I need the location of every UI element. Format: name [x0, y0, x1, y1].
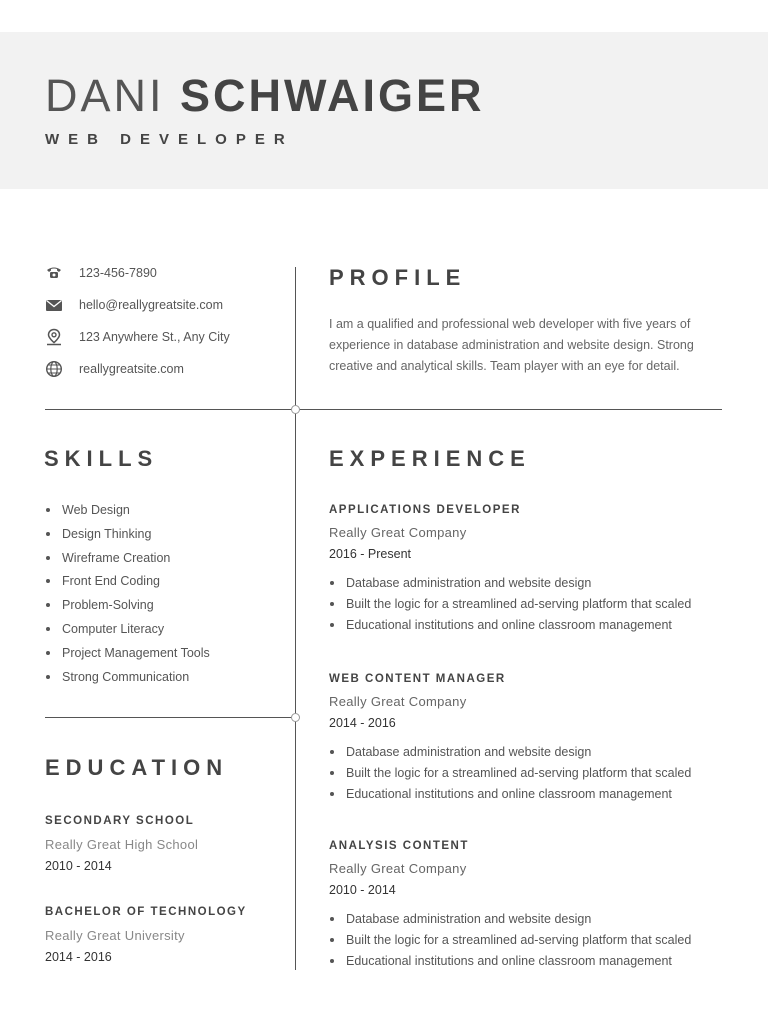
profile-text: I am a qualified and professional web developer with five years of experience in database administration and website design. Strong creative and analytical skills. Team player with an eye for detail.	[329, 317, 694, 373]
globe-icon	[45, 360, 63, 378]
skills-list	[45, 500, 210, 690]
job-role: ANALYSIS CONTENT	[329, 840, 469, 852]
contact-website	[45, 359, 184, 379]
job-entry	[329, 501, 729, 632]
job-bullet: Database administration and website design	[329, 573, 729, 594]
job-bullet: Database administration and website design	[329, 742, 729, 763]
job-bullet: Built the logic for a streamlined ad-serving platform that scaled	[329, 763, 729, 784]
divider-left-bottom	[45, 717, 295, 718]
skill-item: Design Thinking	[45, 524, 210, 548]
skill-item: Web Design	[45, 500, 210, 524]
job-dates: 2014 - 2016	[329, 716, 396, 730]
education-degree: BACHELOR OF TECHNOLOGY	[45, 906, 247, 918]
education-heading: EDUCATION	[45, 755, 229, 780]
vertical-divider	[295, 267, 296, 970]
first-name: DANI	[45, 70, 165, 121]
education-school: Really Great University	[45, 928, 185, 943]
address-text: 123 Anywhere St., Any City	[79, 330, 230, 344]
phone-text: 123-456-7890	[79, 266, 157, 280]
job-bullet: Built the logic for a streamlined ad-serving platform that scaled	[329, 930, 729, 951]
job-company: Really Great Company	[329, 861, 467, 876]
education-degree: SECONDARY SCHOOL	[45, 815, 195, 827]
skill-item: Wireframe Creation	[45, 548, 210, 572]
resume-name	[45, 70, 485, 122]
job-bullet: Educational institutions and online classroom management	[329, 951, 729, 972]
job-company: Really Great Company	[329, 525, 467, 540]
location-pin-icon	[45, 328, 63, 346]
envelope-icon	[45, 296, 63, 314]
job-bullet: Database administration and website design	[329, 909, 729, 930]
contact-email	[45, 295, 224, 315]
contact-address	[45, 327, 230, 347]
skill-item: Front End Coding	[45, 571, 210, 595]
profile-heading: PROFILE	[329, 265, 467, 290]
divider-node-top	[291, 405, 300, 414]
job-bullet: Built the logic for a streamlined ad-serving platform that scaled	[329, 594, 729, 615]
job-company: Really Great Company	[329, 694, 467, 709]
job-entry	[329, 837, 729, 968]
skill-item: Project Management Tools	[45, 643, 210, 667]
skill-item: Computer Literacy	[45, 619, 210, 643]
education-years: 2014 - 2016	[45, 950, 112, 964]
job-title: WEB DEVELOPER	[45, 131, 294, 148]
education-school: Really Great High School	[45, 837, 199, 852]
job-entry	[329, 670, 729, 801]
education-years: 2010 - 2014	[45, 859, 112, 873]
skills-heading: SKILLS	[44, 446, 159, 471]
job-bullets	[329, 573, 729, 636]
job-dates: 2010 - 2014	[329, 883, 396, 897]
last-name: SCHWAIGER	[180, 70, 485, 121]
job-role: APPLICATIONS DEVELOPER	[329, 504, 521, 516]
education-entry	[45, 812, 285, 877]
job-dates: 2016 - Present	[329, 547, 411, 561]
divider-node-bottom	[291, 713, 300, 722]
website-text: reallygreatsite.com	[79, 362, 184, 376]
divider-top	[45, 409, 722, 410]
job-bullet: Educational institutions and online classroom management	[329, 784, 729, 805]
job-bullets	[329, 909, 729, 972]
job-bullet: Educational institutions and online classroom management	[329, 615, 729, 636]
education-entry	[45, 903, 285, 968]
skill-item: Problem-Solving	[45, 595, 210, 619]
job-role: WEB CONTENT MANAGER	[329, 673, 506, 685]
skill-item: Strong Communication	[45, 667, 210, 691]
contact-phone	[45, 263, 157, 283]
email-text: hello@reallygreatsite.com	[79, 298, 224, 312]
job-bullets	[329, 742, 729, 805]
phone-icon	[45, 264, 63, 282]
experience-heading: EXPERIENCE	[329, 446, 531, 471]
